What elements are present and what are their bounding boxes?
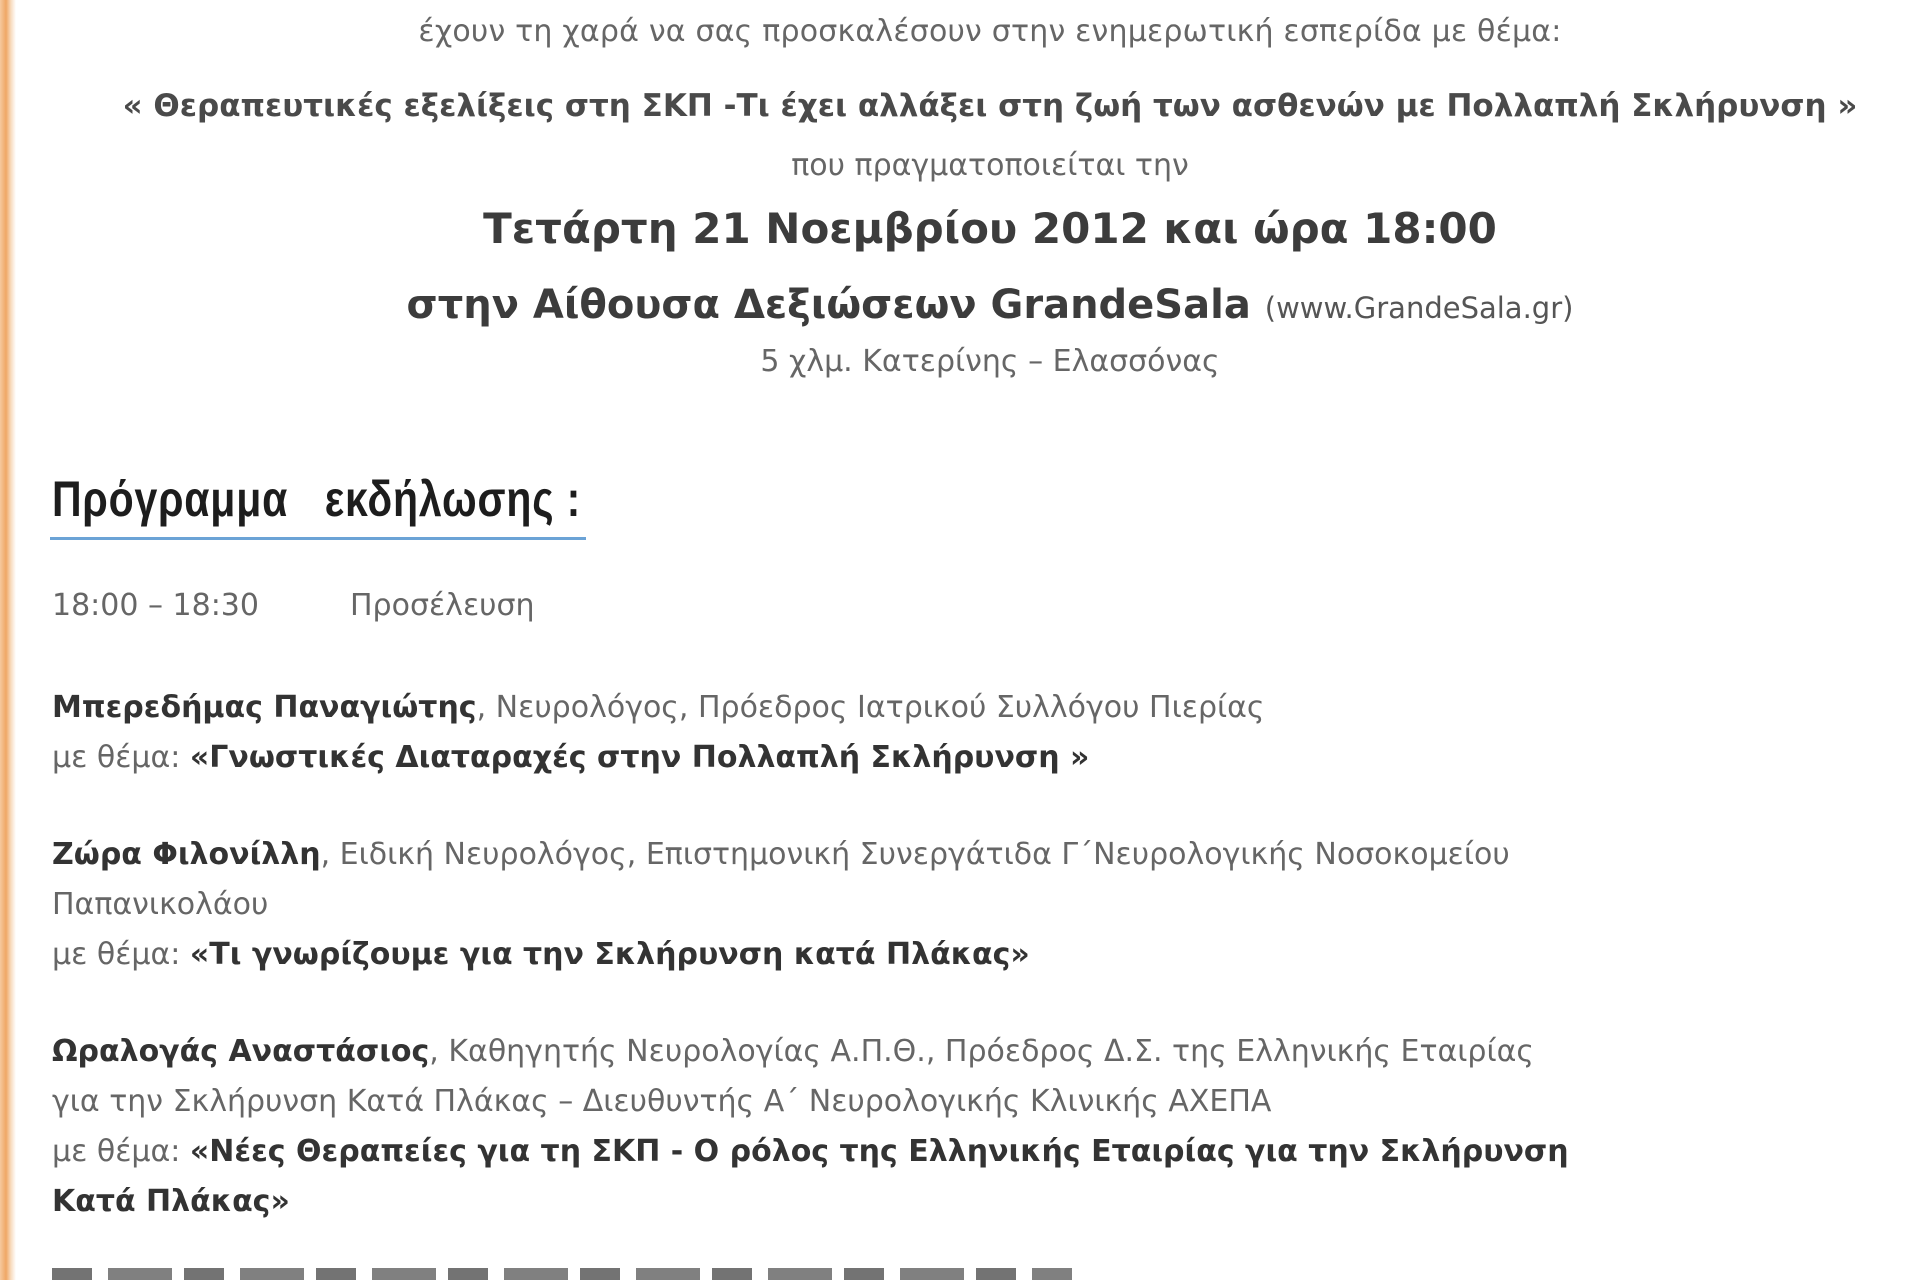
speaker-topic-prefix: με θέμα: <box>52 1134 190 1169</box>
speaker-topic-continued: Κατά Πλάκας» <box>52 1184 290 1219</box>
speaker-role-continued: Παπανικολάου <box>52 887 269 922</box>
speaker-entry <box>52 683 1872 783</box>
speaker-name: Ζώρα Φιλονίλλη <box>52 837 321 872</box>
speaker-name: Μπερεδήμας Παναγιώτης <box>52 690 477 725</box>
program-heading-underline <box>50 537 586 540</box>
speaker-line <box>52 1027 1872 1077</box>
speaker-topic-line <box>52 930 1872 980</box>
speaker-entry <box>52 1027 1872 1227</box>
held-on-label: που πραγματοποιείται την <box>791 148 1189 183</box>
event-venue <box>40 282 1920 328</box>
venue-url: (www.GrandeSala.gr) <box>1264 291 1574 325</box>
speaker-topic: «Γνωστικές Διαταραχές στην Πολλαπλή Σκλήρυνση » <box>189 740 1090 775</box>
speaker-role: , Καθηγητής Νευρολογίας Α.Π.Θ., Πρόεδρος Δ.Σ. της Ελληνικής Εταιρίας <box>429 1034 1535 1069</box>
speaker-topic-line <box>52 733 1872 783</box>
speaker-topic-prefix: με θέμα: <box>52 740 190 775</box>
speaker-topic-line <box>52 1127 1872 1177</box>
speaker-topic-prefix: με θέμα: <box>52 937 190 972</box>
speaker-topic: «Τι γνωρίζουμε για την Σκλήρυνση κατά Πλάκας» <box>189 937 1030 972</box>
speaker-role-continued: για την Σκλήρυνση Κατά Πλάκας – Διευθυντής Α΄ Νευρολογικής Κλινικής ΑΧΕΠΑ <box>52 1084 1272 1119</box>
event-date: Τετάρτη 21 Νοεμβρίου 2012 και ώρα 18:00 <box>483 204 1497 253</box>
schedule-row-arrival <box>52 588 535 623</box>
speaker-topic: «Νέες Θεραπείες για τη ΣΚΠ - Ο ρόλος της Ελληνικής Εταιρίας για την Σκλήρυνση <box>189 1134 1569 1169</box>
speaker-line <box>52 683 1872 733</box>
event-topic: « Θεραπευτικές εξελίξεις στη ΣΚΠ -Τι έχει αλλάξει στη ζωή των ασθενών με Πολλαπλή Σκλήρυνση » <box>122 88 1858 124</box>
speaker-role: , Ειδική Νευρολόγος, Επιστημονική Συνεργάτιδα Γ΄Νευρολογικής Νοσοκομείου <box>320 837 1510 872</box>
program-heading: Πρόγραμμα εκδήλωσης : <box>52 471 582 527</box>
venue-name: στην Αίθουσα Δεξιώσεων GrandeSala <box>406 282 1251 328</box>
schedule-time: 18:00 – 18:30 <box>52 588 259 623</box>
invitation-intro: έχουν τη χαρά να σας προσκαλέσουν στην ενημερωτική εσπερίδα με θέμα: <box>418 14 1562 49</box>
speaker-role: , Νευρολόγος, Πρόεδρος Ιατρικού Συλλόγου Πιερίας <box>476 690 1265 725</box>
speaker-name: Ωραλογάς Αναστάσιος <box>52 1034 430 1069</box>
speaker-line <box>52 830 1872 880</box>
speaker-entry <box>52 830 1872 980</box>
schedule-label: Προσέλευση <box>350 588 535 623</box>
event-address: 5 χλμ. Κατερίνης – Ελασσόνας <box>760 344 1220 379</box>
cut-off-text-line <box>52 1268 1072 1280</box>
